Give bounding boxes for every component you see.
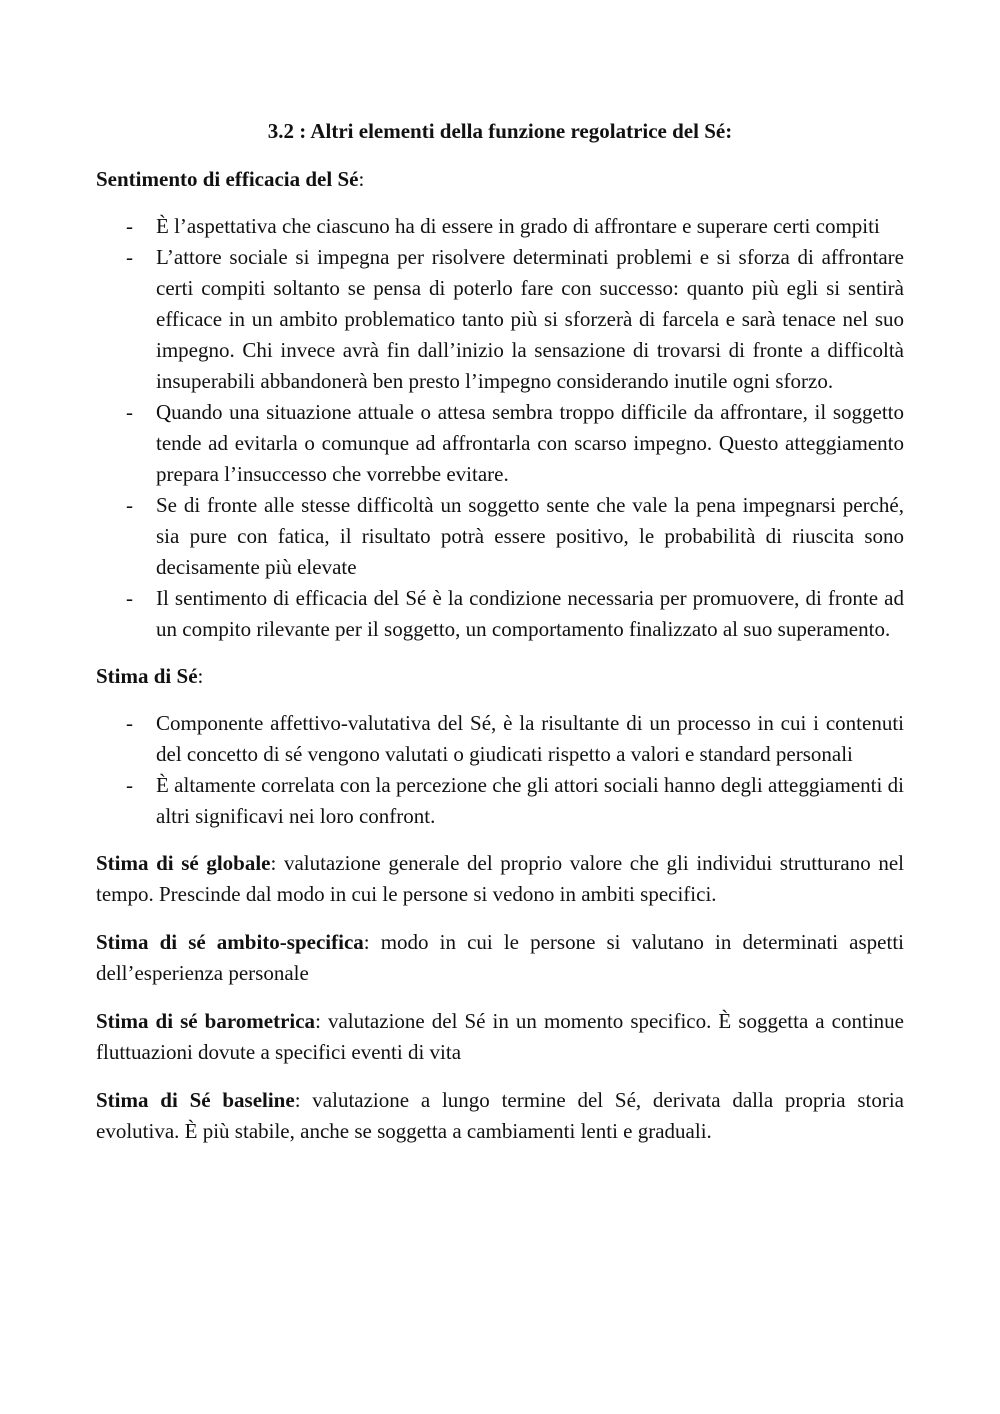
- list-efficacia: [96, 211, 904, 645]
- list-item-text: Se di fronte alle stesse difficoltà un soggetto sente che vale la pena impegnarsi perché, sia pure con fatica, il risultato potrà essere positivo, le probabilità di riuscita sono decisamente più elevate: [156, 493, 904, 579]
- definition-globale: [96, 848, 904, 910]
- document-page: [96, 116, 904, 1164]
- dash-bullet: -: [126, 400, 133, 424]
- definition-term: Stima di sé barometrica: [96, 1009, 316, 1033]
- list-item: [96, 708, 904, 770]
- heading-efficacia: [96, 164, 904, 195]
- list-item: [96, 490, 904, 583]
- list-stima: [96, 708, 904, 832]
- definition-ambito-specifica: [96, 927, 904, 989]
- list-item-text: Il sentimento di efficacia del Sé è la condizione necessaria per promuovere, di fronte ad un compito rilevante per il soggetto, un comportamento finalizzato al suo superamento.: [156, 586, 904, 641]
- list-item-text: L’attore sociale si impegna per risolvere determinati problemi e si sforza di affrontare certi compiti soltanto se pensa di poterlo fare con successo: quanto più egli si sentirà efficace in un ambito problematico tanto più si sforzerà di farcela e sarà tenace nel suo impegno. Chi invece avrà fin dall’inizio la sensazione di trovarsi di fronte a difficoltà insuperabili abbandonerà ben presto l’impegno considerando inutile ogni sforzo.: [156, 245, 904, 393]
- list-item: [96, 242, 904, 397]
- definition-text: : valutazione generale del proprio valore che gli individui strutturano nel tempo. Prescinde dal modo in cui le persone si vedono in ambiti specifici.: [96, 851, 904, 906]
- definition-baseline: [96, 1085, 904, 1147]
- definition-term: Stima di sé ambito-specifica: [96, 930, 364, 954]
- heading-efficacia-suffix: :: [358, 167, 365, 191]
- heading-stima-text: Stima di Sé: [96, 664, 198, 688]
- heading-efficacia-text: Sentimento di efficacia del Sé: [96, 167, 359, 191]
- list-item-text: È altamente correlata con la percezione che gli attori sociali hanno degli atteggiamenti di altri significavi nei loro confront.: [156, 773, 904, 828]
- list-item: [96, 397, 904, 490]
- list-item-text: Componente affettivo-valutativa del Sé, è la risultante di un processo in cui i contenuti del concetto di sé vengono valutati o giudicati rispetto a valori e standard personali: [156, 711, 904, 766]
- definition-term: Stima di Sé baseline: [96, 1088, 295, 1112]
- dash-bullet: -: [126, 773, 133, 797]
- definition-text: : valutazione del Sé in un momento specifico. È soggetta a continue fluttuazioni dovute a specifici eventi di vita: [96, 1009, 904, 1064]
- definition-barometrica: [96, 1006, 904, 1068]
- dash-bullet: -: [126, 586, 133, 610]
- definition-term: Stima di sé globale: [96, 851, 271, 875]
- definition-text: : valutazione a lungo termine del Sé, derivata dalla propria storia evolutiva. È più stabile, anche se soggetta a cambiamenti lenti e graduali.: [96, 1088, 904, 1143]
- dash-bullet: -: [126, 711, 133, 735]
- section-title: 3.2 : Altri elementi della funzione regolatrice del Sé:: [267, 119, 733, 143]
- list-item-text: Quando una situazione attuale o attesa sembra troppo difficile da affrontare, il soggetto tende ad evitarla o comunque ad affrontarla con scarso impegno. Questo atteggiamento prepara l’insuccesso che vorrebbe evitare.: [156, 400, 904, 486]
- dash-bullet: -: [126, 493, 133, 517]
- list-item: [96, 211, 904, 242]
- dash-bullet: -: [126, 245, 133, 269]
- definition-text: : modo in cui le persone si valutano in determinati aspetti dell’esperienza personale: [96, 930, 904, 985]
- list-item: [96, 583, 904, 645]
- heading-stima: [96, 661, 904, 692]
- list-item: [96, 770, 904, 832]
- heading-stima-suffix: :: [197, 664, 204, 688]
- dash-bullet: -: [126, 214, 133, 238]
- list-item-text: È l’aspettativa che ciascuno ha di essere in grado di affrontare e superare certi compiti: [156, 214, 880, 238]
